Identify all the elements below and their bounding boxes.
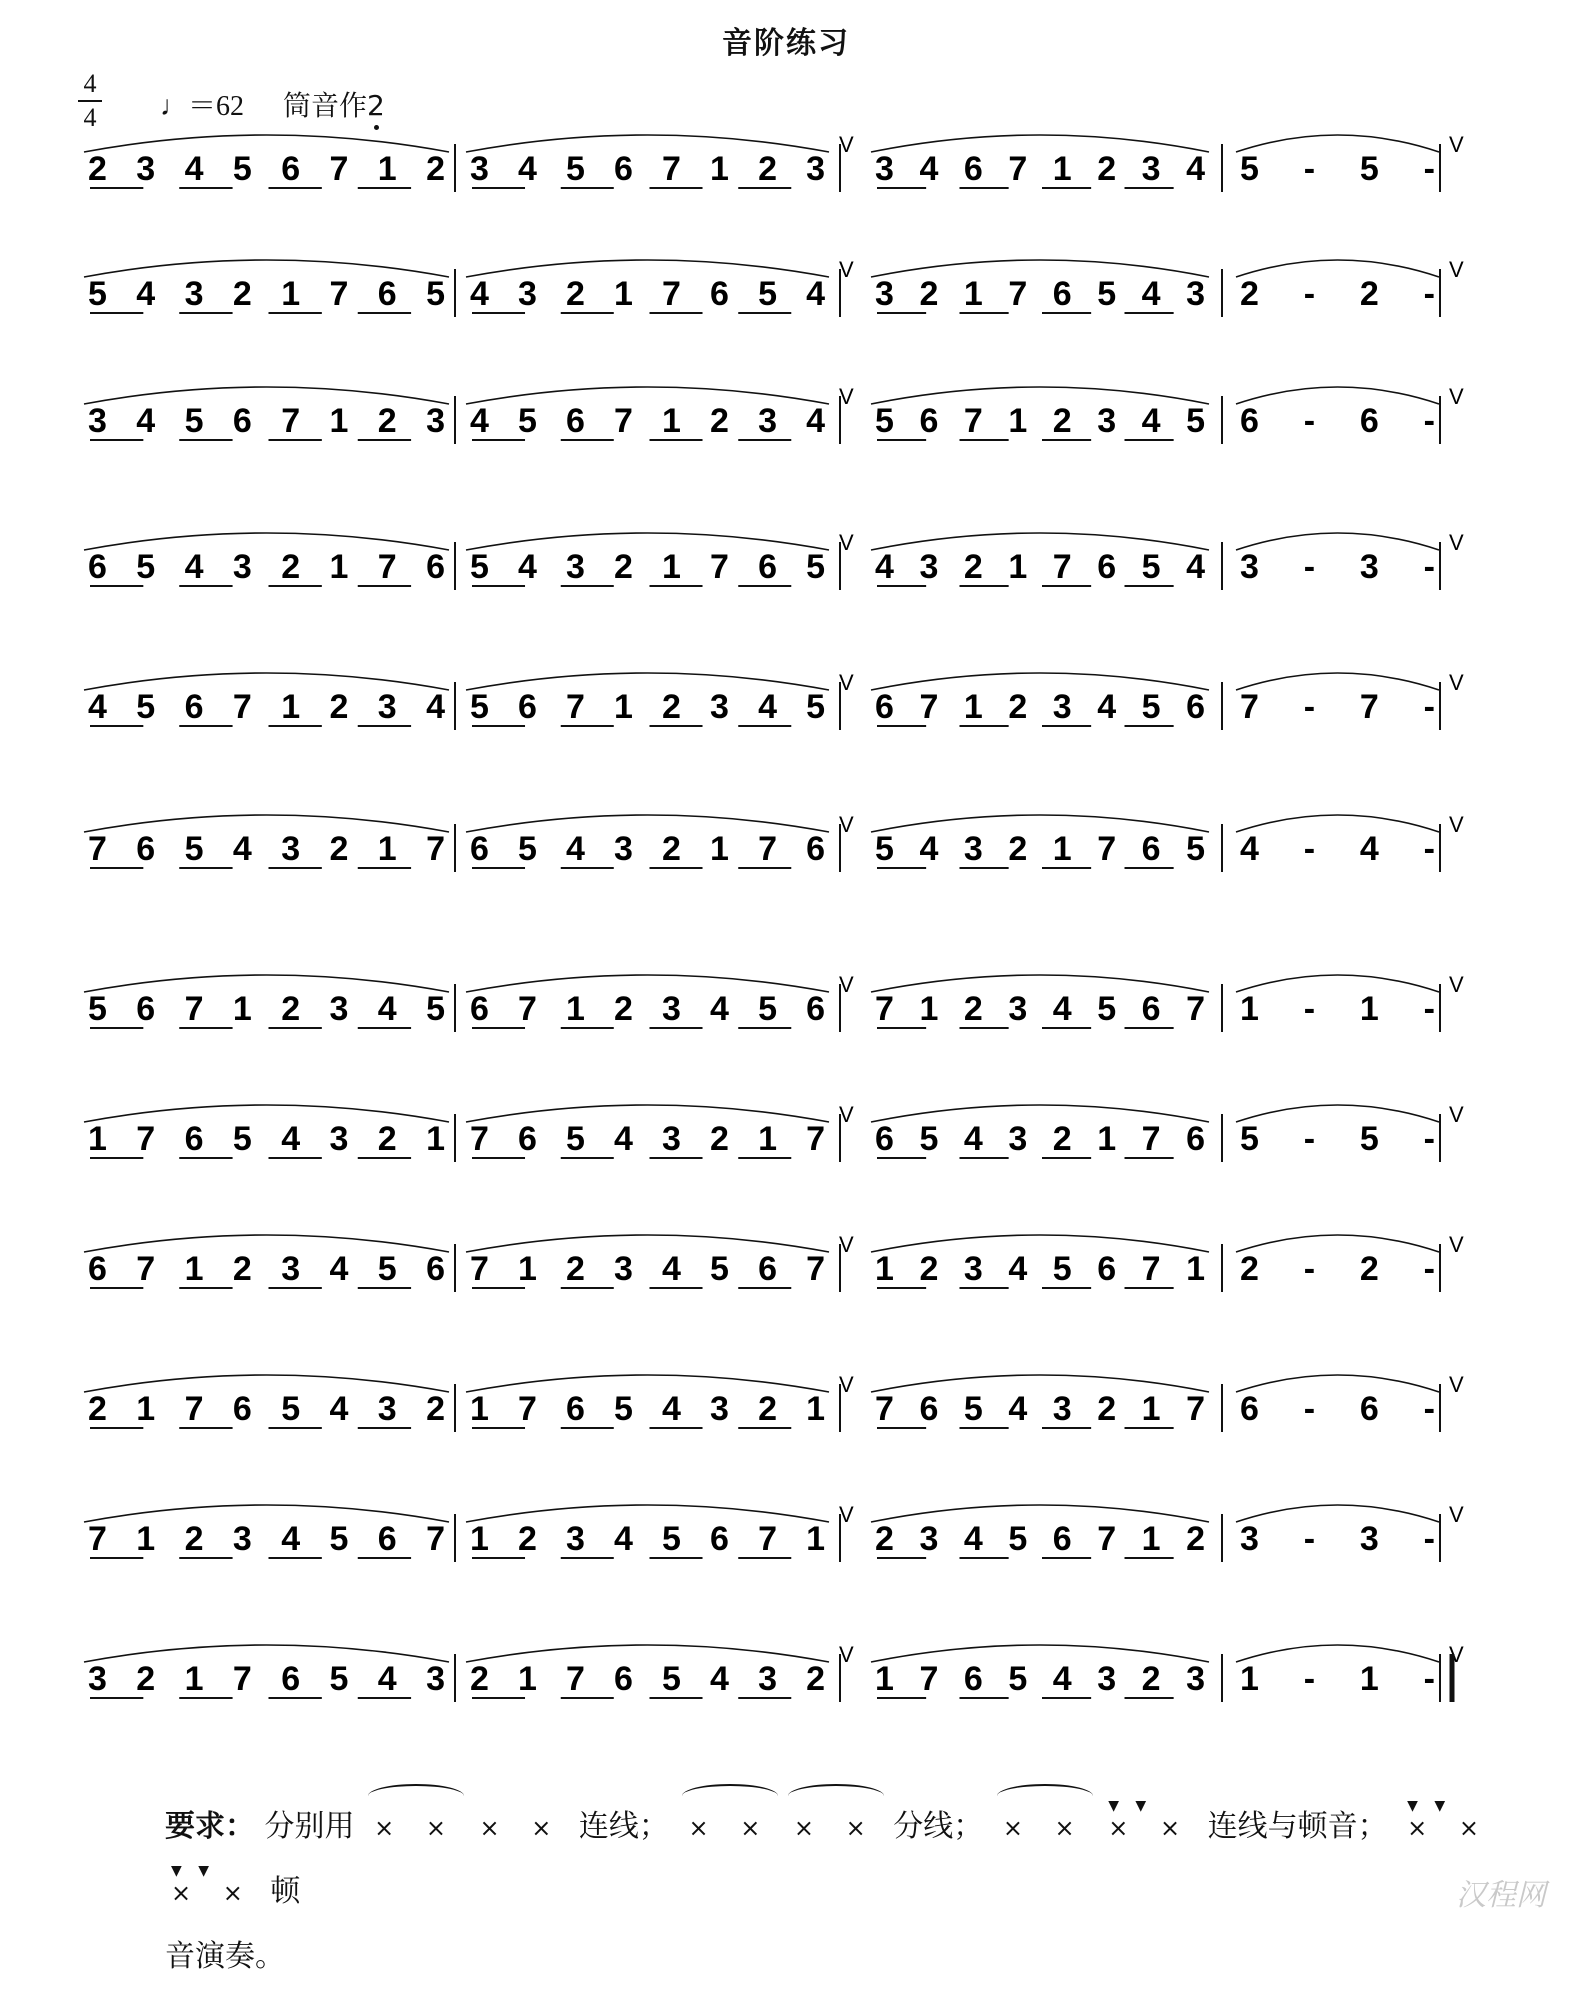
breath-mark: V: [839, 812, 854, 837]
measure-notes: 6 5 4 3 2 1 7 6: [88, 548, 445, 586]
staccato-example-1: × × ▼ ▼: [1401, 1796, 1497, 1860]
measure-notes: 7 1 2 3 4 5 6 7: [875, 990, 1205, 1028]
measure-notes: 3 2 1 7 6 5 4 3: [875, 275, 1205, 313]
breath-mark: V: [1449, 257, 1464, 282]
tempo-marking: ♩＝62: [160, 91, 245, 122]
legato-staccato-text: 连线与顿音；: [1207, 1809, 1388, 1844]
page-title: 音阶练习: [722, 26, 850, 61]
measure-notes: 2 3 4 5 6 7 1 2: [88, 150, 445, 188]
measure-notes: 3 - 3 -: [1240, 1520, 1435, 1558]
measure-notes: 1 - 1 -: [1240, 990, 1435, 1028]
measure-notes: 5 4 3 2 1 7 6 5: [470, 548, 825, 586]
staccato-example-2: × × ▼ ▼: [165, 1861, 261, 1925]
measure-notes: 2 - 2 -: [1240, 275, 1435, 313]
detached-text: 分线；: [893, 1809, 984, 1844]
measure-notes: 5 6 7 1 2 3 4 5: [875, 402, 1205, 440]
breath-mark: V: [1449, 1232, 1464, 1257]
measure-notes: 7 1 2 3 4 5 6 7: [88, 1520, 445, 1558]
measure-notes: 5 4 3 2 1 7 6 5: [875, 830, 1205, 868]
measure-notes: 1 2 3 4 5 6 7 1: [875, 1250, 1205, 1288]
measure-notes: 5 4 3 2 1 7 6 5: [88, 275, 445, 313]
breath-mark: V: [1449, 384, 1464, 409]
measure-notes: 4 5 6 7 1 2 3 4: [88, 688, 445, 726]
measure-notes: 4 - 4 -: [1240, 830, 1435, 868]
watermark-logo: 汉程网: [1456, 1878, 1546, 1913]
measure-notes: 5 6 7 1 2 3 4 5: [470, 688, 825, 726]
measure-notes: 1 7 6 5 4 3 2 1: [470, 1390, 825, 1428]
measure-notes: 4 3 2 1 7 6 5 4: [470, 275, 825, 313]
staccato-end-text: 顿: [270, 1874, 301, 1909]
measure-notes: 7 6 5 4 3 2 1 7: [470, 1120, 825, 1158]
breath-mark: V: [1449, 530, 1464, 555]
breath-mark: V: [839, 1102, 854, 1127]
measure-notes: 7 1 2 3 4 5 6 7: [470, 1250, 825, 1288]
measure-notes: 3 4 6 7 1 2 3 4: [875, 150, 1205, 188]
detached-example-1: × ×: [682, 1796, 778, 1860]
legato-text: 连线；: [578, 1809, 669, 1844]
time-signature-bottom: 4: [83, 103, 97, 132]
measure-notes: 6 7 1 2 3 4 5 6: [88, 1250, 445, 1288]
measure-notes: 1 7 6 5 4 3 2 1: [88, 1120, 445, 1158]
breath-mark: V: [1449, 972, 1464, 997]
breath-mark: V: [1449, 132, 1464, 157]
measure-notes: 4 5 6 7 1 2 3 4: [470, 402, 825, 440]
measure-notes: 1 - 1 -: [1240, 1660, 1435, 1698]
measure-notes: 2 3 4 5 6 7 1 2: [875, 1520, 1205, 1558]
time-signature-top: 4: [83, 69, 97, 98]
measure-notes: 2 1 7 6 5 4 3 2: [88, 1390, 445, 1428]
breath-mark: V: [1449, 670, 1464, 695]
breath-mark: V: [1449, 812, 1464, 837]
measure-notes: 6 - 6 -: [1240, 1390, 1435, 1428]
requirements-part1: 分别用: [264, 1809, 355, 1844]
breath-mark: V: [839, 384, 854, 409]
measure-notes: 2 1 7 6 5 4 3 2: [470, 1660, 825, 1698]
measure-notes: 6 5 4 3 2 1 7 6: [875, 1120, 1205, 1158]
detached-example-2: × ×: [788, 1796, 884, 1860]
breath-mark: V: [839, 1372, 854, 1397]
breath-mark: V: [839, 972, 854, 997]
measure-notes: 3 4 5 6 7 1 2 3: [470, 150, 825, 188]
measure-notes: 6 - 6 -: [1240, 402, 1435, 440]
measure-notes: 5 - 5 -: [1240, 150, 1435, 188]
measure-notes: 4 3 2 1 7 6 5 4: [875, 548, 1205, 586]
measure-notes: 6 7 1 2 3 4 5 6: [875, 688, 1205, 726]
breath-mark: V: [839, 1642, 854, 1667]
measure-notes: 1 7 6 5 4 3 2 3: [875, 1660, 1205, 1698]
breath-mark: V: [839, 257, 854, 282]
requirements-line2: 音演奏。: [165, 1939, 285, 1974]
breath-mark: V: [839, 530, 854, 555]
measure-notes: 6 5 4 3 2 1 7 6: [470, 830, 825, 868]
breath-mark: V: [839, 670, 854, 695]
breath-mark: V: [839, 1502, 854, 1527]
measure-notes: 7 6 5 4 3 2 1 7: [88, 830, 445, 868]
measure-notes: 3 - 3 -: [1240, 548, 1435, 586]
breath-mark: V: [1449, 1102, 1464, 1127]
measure-notes: 5 6 7 1 2 3 4 5: [88, 990, 445, 1028]
measure-notes: 5 - 5 -: [1240, 1120, 1435, 1158]
key-note: 2: [367, 89, 385, 122]
breath-mark: V: [1449, 1502, 1464, 1527]
measure-notes: 2 - 2 -: [1240, 1250, 1435, 1288]
measure-notes: 3 2 1 7 6 5 4 3: [88, 1660, 445, 1698]
measure-notes: 6 7 1 2 3 4 5 6: [470, 990, 825, 1028]
measure-notes: 1 2 3 4 5 6 7 1: [470, 1520, 825, 1558]
breath-mark: V: [839, 1232, 854, 1257]
legato-example-1: × ×: [368, 1796, 464, 1860]
requirements-text: [165, 1795, 1525, 1989]
breath-mark: V: [1449, 1642, 1464, 1667]
legato-example-2: × ×: [479, 1814, 564, 1842]
measure-notes: 7 6 5 4 3 2 1 7: [875, 1390, 1205, 1428]
requirements-label: 要求：: [165, 1809, 255, 1844]
legato-staccato-example-2: × × ▼ ▼: [1102, 1796, 1198, 1860]
breath-mark: V: [839, 132, 854, 157]
legato-staccato-example-1: × ×: [997, 1796, 1093, 1860]
measure-notes: 7 - 7 -: [1240, 688, 1435, 726]
breath-mark: V: [1449, 1372, 1464, 1397]
key-prefix: 筒音作: [283, 89, 368, 122]
measure-notes: 3 4 5 6 7 1 2 3: [88, 402, 445, 440]
